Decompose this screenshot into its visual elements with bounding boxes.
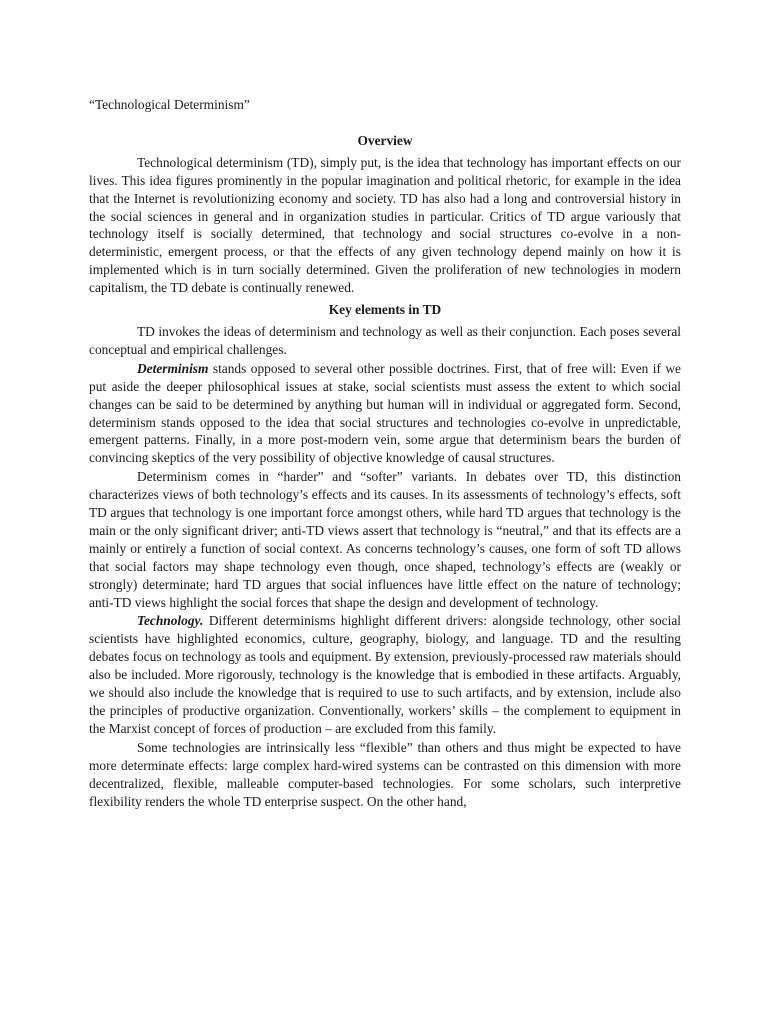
key-elements-heading: Key elements in TD <box>328 302 442 318</box>
flexibility-paragraph: Some technologies are intrinsically less “flexible” than others and thus might be expected to have more determinate effects: large complex hard-wired systems can be contrasted on this dimension with more decentralized, flexible, malleable computer-based technologies. For some scholars, such interpretive flexibility renders the whole TD enterprise suspect. On the other hand, <box>89 739 681 809</box>
variants-paragraph: Determinism comes in “harder” and “softer” variants. In debates over TD, this distinction characterizes views of both technology’s effects and its causes. In its assessments of technology’s effects, soft TD argues that technology is one important force amongst others, while hard TD argues that technology is the main or the only significant driver; anti-TD views assert that technology is “neutral,” and that its effects are a mainly or entirely a function of social context. As concerns technology’s causes, one form of soft TD allows that social factors may shape technology even though, once shaped, technology’s effects are (weakly or strongly) determinate; hard TD argues that social influences have little effect on the nature of technology; anti-TD views highlight the social forces that shape the design and development of technology. <box>89 469 681 610</box>
key-elements-intro-paragraph: TD invokes the ideas of determinism and technology as well as their conjunction. Each poses several conceptual and empirical challenges. <box>89 323 681 357</box>
determinism-text: stands opposed to several other possible doctrines. First, that of free will: Even if we put aside the deeper philosophical issues at stake, social scientists must assess the extent to which social changes can be said to be determined by anything but human will in individual or aggregated form. Second, determinism stands opposed to the idea that social structures and technologies co-evolve in unpredictable, emergent patterns. Finally, in a more post-modern vein, some argue that determinism bears the burden of convincing skeptics of the very possibility of objective knowledge of causal structures. <box>89 360 681 466</box>
technology-paragraph <box>89 612 681 737</box>
technology-term: Technology. <box>137 613 204 629</box>
document-title: “Technological Determinism” <box>89 97 250 112</box>
determinism-term: Determinism <box>137 360 209 376</box>
determinism-paragraph <box>89 360 681 467</box>
technology-text: Different determinisms highlight different drivers: alongside technology, other social scientists have highlighted economics, culture, geography, biology, and language. TD and the resulting debates focus on technology as tools and equipment. By extension, previously-processed raw materials should also be included. More rigorously, technology is the knowledge that is embodied in these artifacts. Arguably, we should also include the knowledge that is required to use to such artifacts, and by extension, include also the principles of productive organization. Conventionally, workers’ skills – the complement to equipment in the Marxist concept of forces of production – are excluded from this family. <box>89 613 681 736</box>
overview-paragraph: Technological determinism (TD), simply put, is the idea that technology has important effects on our lives. This idea figures prominently in the popular imagination and political rhetoric, for example in the idea that the Internet is revolutionizing economy and society. TD has also had a long and controversial history in the social sciences in general and in organization studies in particular. Critics of TD argue variously that technology itself is socially determined, that technology and social structures co-evolve in a non-deterministic, emergent process, or that the effects of any given technology depend mainly on how it is implemented which is in turn socially determined. Given the proliferation of new technologies in modern capitalism, the TD debate is continually renewed. <box>89 154 681 296</box>
overview-heading: Overview <box>357 132 413 148</box>
